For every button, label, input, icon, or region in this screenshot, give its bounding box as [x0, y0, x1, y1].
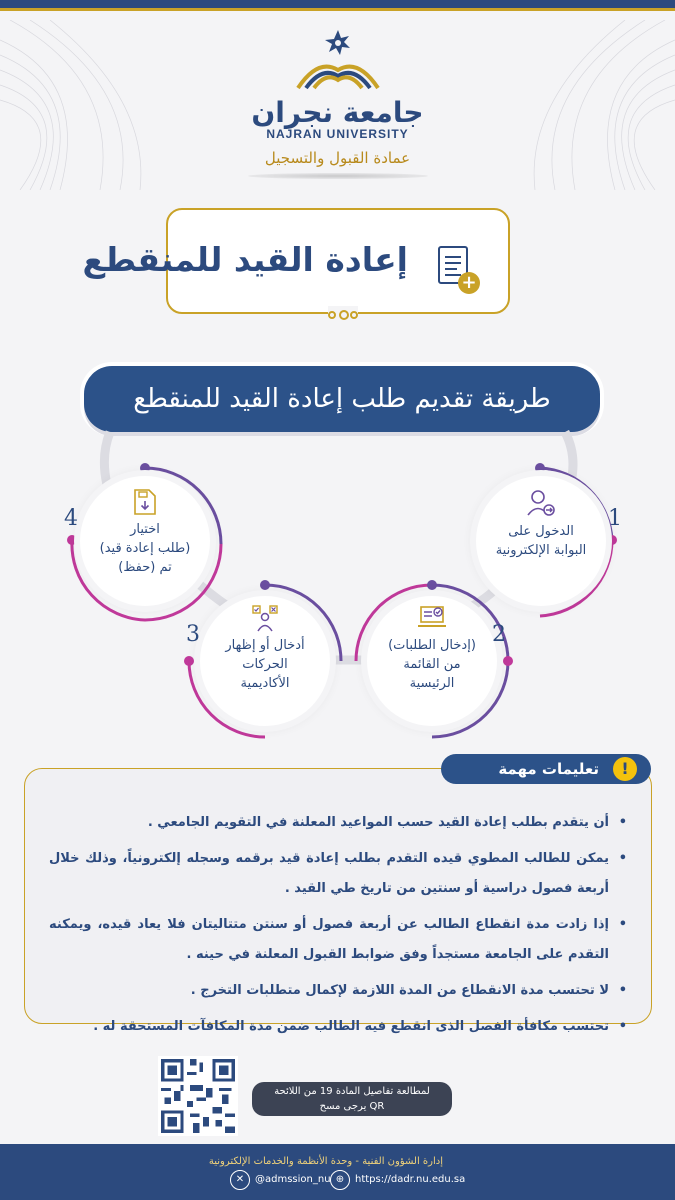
step-1-line-2: البوابة الإلكترونية [495, 543, 587, 558]
x-twitter-icon[interactable]: ✕ [230, 1170, 250, 1190]
title-ornament [328, 306, 358, 324]
logo-shadow [248, 173, 428, 179]
step-4-line-2: (طلب إعادة قيد) [99, 541, 191, 556]
qr-note-line-1: لمطالعة تفاصيل المادة 19 من اللائحة [274, 1086, 430, 1097]
instruction-item: • تحتسب مكافأة الفصل الذى انقطع فيه الطالب ضمن مدة المكافآت المستحقة له . [49, 1012, 627, 1042]
qr-instructions [252, 1082, 452, 1116]
warning-icon: ! [613, 757, 637, 781]
title-card [82, 208, 510, 314]
qr-code[interactable] [158, 1056, 238, 1136]
top-gold-line [0, 8, 675, 11]
page-title: إعادة القيد للمنقطع [82, 240, 408, 279]
qr-note-line-2: يرجى مسح QR [319, 1101, 385, 1112]
person-choices-icon [250, 604, 280, 632]
instruction-item: • لا تحتسب مدة الانقطاع من المدة اللازمة لإكمال متطلبات التخرج . [49, 976, 627, 1006]
step-2-number: 2 [492, 622, 506, 647]
step-4-number: 4 [64, 506, 78, 531]
instructions-header [441, 754, 651, 784]
step-3-line-1: أدخال أو إظهار [225, 638, 305, 653]
method-banner: طريقة تقديم طلب إعادة القيد للمنقطع [84, 366, 600, 432]
step-3 [200, 596, 330, 726]
twitter-handle[interactable]: @admssion_nu [255, 1174, 331, 1185]
plus-icon: + [458, 272, 480, 294]
instructions-title: تعليمات مهمة [498, 760, 599, 778]
footer [0, 1144, 675, 1200]
laptop-check-icon [417, 604, 447, 632]
instructions-list [49, 808, 627, 1048]
top-accent-bar [0, 0, 675, 8]
instruction-item: • إذا زادت مدة انقطاع الطالب عن أربعة فصول أو سنتن متتاليتان فلا يعاد قيده، ويمكنه التقدم على الجامعة مستجداً وفق ضوابط القبول المعلنة في حينه . [49, 910, 627, 970]
university-name-en: NAJRAN UNIVERSITY [266, 127, 409, 141]
university-logo [0, 28, 675, 179]
deanship-name: عمادة القبول والتسجيل [264, 149, 411, 167]
instruction-item: • أن يتقدم بطلب إعادة القيد حسب المواعيد المعلنة في التقويم الجامعي . [49, 808, 627, 838]
step-1-number: 1 [608, 506, 622, 531]
instruction-item: • يمكن للطالب المطوي قيده التقدم بطلب إعادة قيد برقمه وسجله إلكترونياً، وذلك خلال أربعة فصول دراسية أو سنتين من تاريخ طي القيد . [49, 844, 627, 904]
step-2-line-1: (إدخال الطلبات) [388, 638, 476, 653]
step-4-line-3: تم (حفظ) [118, 560, 172, 575]
step-3-line-3: الأكاديمية [240, 676, 290, 691]
step-3-line-2: الحركات [242, 657, 288, 672]
step-4-line-1: اختيار [130, 522, 160, 537]
university-name-ar: جامعة نجران [251, 96, 424, 129]
user-login-icon [526, 488, 556, 518]
website-link[interactable]: https://dadr.nu.edu.sa [355, 1174, 466, 1185]
globe-icon[interactable]: ⊕ [330, 1170, 350, 1190]
step-1-line-1: الدخول على [508, 524, 574, 539]
logo-emblem [278, 28, 398, 90]
step-2-line-3: الرئيسية [409, 676, 455, 691]
step-1 [476, 476, 606, 606]
step-3-number: 3 [186, 622, 200, 647]
save-file-icon [133, 488, 157, 516]
step-2 [367, 596, 497, 726]
footer-department: إدارة الشؤون الفنية - وحدة الأنظمة والخدمات الإلكترونية [208, 1156, 443, 1167]
step-2-line-2: من القائمة [403, 657, 461, 672]
step-4 [80, 476, 210, 606]
